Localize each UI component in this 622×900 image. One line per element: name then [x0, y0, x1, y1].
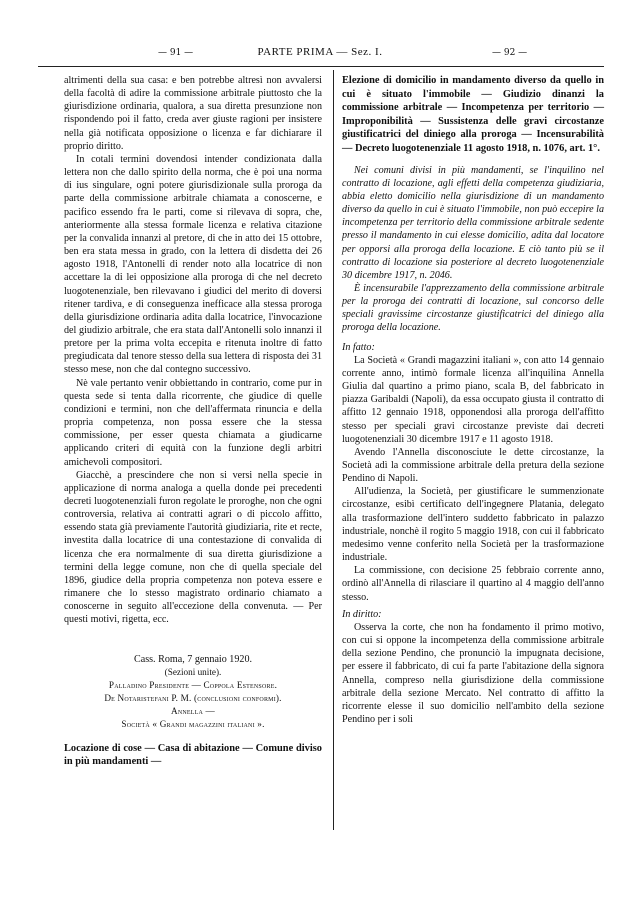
left-column	[64, 74, 322, 769]
case-heading-start: Locazione di cose — Casa di abitazione — Comune diviso in più mandamenti —	[64, 742, 322, 768]
case-heading	[342, 74, 604, 156]
right-column	[342, 74, 604, 726]
in-fatto-label: In fatto:	[342, 341, 375, 353]
case-heading-text: Elezione di domicilio in mandamento diverso da quello in cui è situato l'immobile — Giudizio dinanzi la commissione arbitrale — Incompetenza per territorio — Improponibilità — Sussistenza delle gravi circostanze giustificatrici del diniego alla proroga — Incensurabilità — Decreto luogotenenziale 11 agosto 1918, n. 1076, art. 1°.	[342, 75, 604, 154]
header-rule	[38, 66, 604, 67]
case-judges: Palladino Presidente — Coppola Estensore.	[108, 679, 278, 690]
case-party-b: Società « Grandi magazzini italiani ».	[121, 719, 265, 730]
left-paragraph: Giacchè, a prescindere che non si versi nella specie in applicazione di norma analoga a quella donde pei precedenti decreti luogotenenziali furon regolate le proroghe, non che ogni controversia, relativa ai contratti agrari o di piccolo affitto, essendo stata già previamente l'autorità giudiziaria, rite et recte, investita dalla locatrice di una contestazione di convalida di licenza che era normalmente di sua diretta giurisdizione a termini della legge comune, non che di quella speciale del 1896, giudice della propria competenza non poteva essere e rimanere che lo stesso magistrato ordinario chiamato a conoscerne in seguito all'eccezione della convenuta. — Per questi motivi, rigetta, ecc.	[64, 469, 322, 626]
in-diritto-label: In diritto:	[342, 608, 382, 620]
running-title: PARTE PRIMA — Sez. I.	[257, 46, 383, 58]
left-paragraph: In cotali termini dovendosi intender condizionata dalla lettera non che dallo spirito della norma, che è poi una norma di ius singulare, ogni potere giurisdizionale sulla proroga da parte della commissione arbitrale chiamata a conoscerne, e pacifico essendo fra le parti, come si rilevava di sopra, che, anteriormente alla stessa formale licenza e relativa citazione per la convalida innanzi al pretore, di che in atto dei 15 ottobre, ben era stata messa in grado, con la lettera di disdetta dei 26 agosto 1918, l'Antonelli di render noto alla locatrice di non accettare la di lei opposizione alla proroga di che nel decreto luogotenenziale, ben rilevavano i giudici del merito di doversi ritener tardiva, e di conseguenza inefficace alla stessa proroga della giurisdizione ordinaria adita dalla locatrice, l'invocazione del giudizio arbitrale, che era stata dall'Antonelli solo innanzi il pretore per la prima volta eccepita e ritenuta inoltre di fatto pregiudicata dal tenore stesso della sua lettera di risposta dei 31 stesso mese, non che dal contegno successivo.	[64, 153, 322, 376]
case-prosecutor: De Notaristefani P. M. (conclusioni conformi).	[104, 693, 282, 704]
left-paragraph: Nè vale pertanto venir obbiettando in contrario, come pur in questa sede si tenta dalla ricorrente, che giudice di quelle condizioni e termini, non che dell'affermata rinuncia e della propria competenza, non possa essere che la stessa commissione, per esser questa chiamata a giudicarne applicando criteri di equità con la funzione degli arbitri amichevoli compositori.	[64, 377, 322, 468]
fatto-paragraph: Avendo l'Annella disconosciute le dette circostanze, la Società adì la commissione arbitrale della pretura della sezione Pendino di Napoli.	[342, 446, 604, 485]
maxim-paragraph: È incensurabile l'apprezzamento della commissione arbitrale per la proroga dei contratti di locazione, sul concorso delle speciali gravissime circostanze giustificatrici del diniego alla proroga della locazione.	[342, 282, 604, 334]
diritto-paragraph: Osserva la corte, che non ha fondamento il primo motivo, con cui si oppone la incompetenza della commissione arbitrale della sezione Pendino, che pronunciò la impugnata decisione, per essere il fabbricato, di cui fa parte l'abitazione della signora Annella, compreso nella giurisdizione della commissione arbitrale della sezione Mercato. Nel contratto di affitto la ricorrente elesse il suo domicilio nell'ambito della sezione Pendino per i soli	[342, 621, 604, 725]
case-citation	[64, 653, 322, 732]
maxim-paragraph: Nei comuni divisi in più mandamenti, se l'inquilino nel contratto di locazione, agli effetti della competenza giudiziaria, abbia eletto domicilio nella giurisdizione di un mandamento diverso da quello in cui è situato l'immobile, non può eccepire la incompetenza per territorio della commissione arbitrale sedente presso il mandamento in cui elesse domicilio, adita dal locatore per opporsi alla proroga della locazione. E ciò tanto più se il contratto di locazione sia posteriore al decreto luogotenenziale 30 dicembre 1917, n. 2046.	[342, 164, 604, 281]
left-case-heading	[64, 742, 322, 769]
left-page-number: — 91 —	[158, 48, 194, 58]
right-page-number: — 92 —	[492, 48, 528, 58]
case-section: (Sezioni unite).	[164, 666, 222, 677]
legal-maxim	[342, 164, 604, 335]
fatto-paragraph: La Società « Grandi magazzini italiani », con atto 14 gennaio corrente anno, intimò formale licenza all'inquilina Annella Giulia dal quartino a primo piano, scala B, del fabbricato in piazza Garibaldi (Napoli), da essa occupato giusta il contratto di affitto 12 gennaio 1918, opponendosi alla proroga dell'affitto stesso per speciali gravi circostanze previste dai decreti luogotenenziali 30 dicembre 1917 e 11 agosto 1918.	[342, 354, 604, 445]
case-party-a: Annella —	[171, 706, 215, 717]
page-header	[40, 46, 600, 62]
fatto-paragraph: La commissione, con decisione 25 febbraio corrente anno, ordinò all'Annella di rilasciare il quartino al 4 maggio dell'anno stesso.	[342, 565, 604, 603]
fatto-paragraph: All'udienza, la Società, per giustificare le summenzionate circostanze, esibì certificato dell'ingegnere Platania, delegato alla trasformazione dell'intero suddetto fabbricato in palazzo industriale, nonchè il rogito 5 maggio 1918, con cui il fabbricato medesimo venne conferito nella Società per la trasformazione industriale.	[342, 486, 604, 564]
left-paragraph: altrimenti della sua casa: e ben potrebbe altresì non avvalersi della facoltà di adire la commissione arbitrale piuttosto che la giurisdizione ordinaria, qualora, a sua diretta presunzione non rispondendo poi il fatto, creda aver giuste ragioni per insistere nella già notificata opposizione o licenza e far dichiarare il proprio diritto.	[64, 75, 322, 152]
column-divider	[333, 70, 334, 830]
case-court-date: Cass. Roma, 7 gennaio 1920.	[133, 653, 253, 665]
